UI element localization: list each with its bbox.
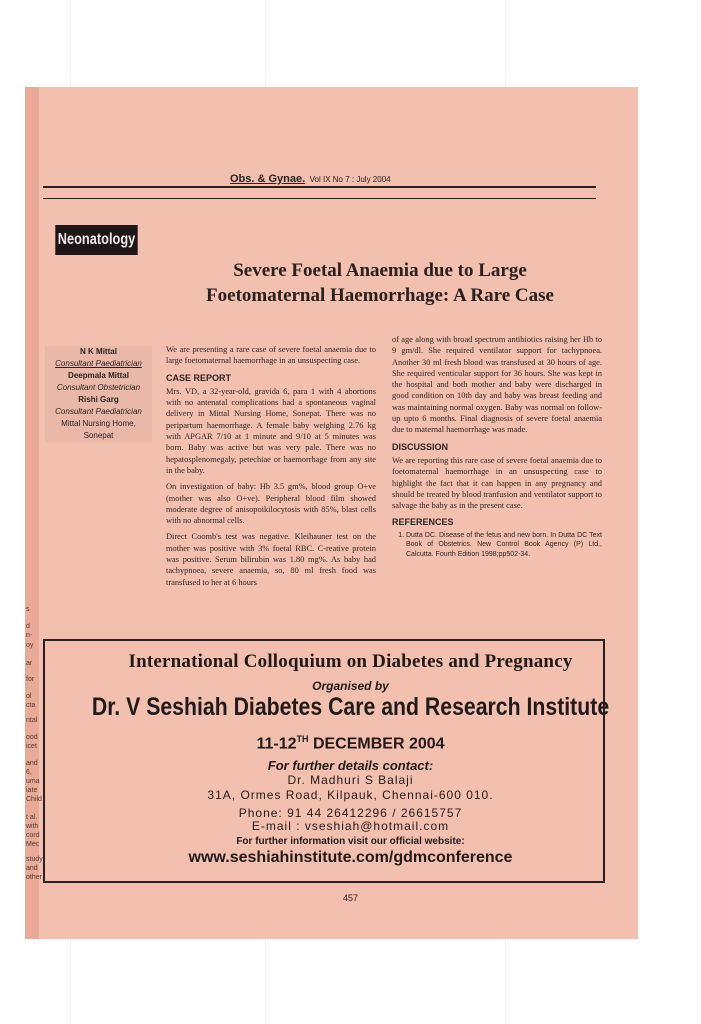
intro-paragraph: We are presenting a rare case of severe foetal anaemia due to large foetomaternal haemorrhage in an unsuspecting case. — [166, 345, 376, 366]
margin-fragment: ol — [26, 693, 32, 700]
continuation-paragraph: of age along with broad spectrum antibiotics raising her Hb to 9 gm/dl. She required ventilator support for tachypnoea. Another 30 ml fresh blood was transfused at 30 hours of age. She required venticular support for 36 hours. She was kept in the hospital and both mother and baby were discharged in good condition on 10th day and baby was breast feeding and was maintaining normal oxygen. Baby was normal on follow-up upto 6 months. Final diagnosis of severe foetal anaemia due to maternal haemorrhage was made. — [392, 335, 602, 435]
ad-address: 31A, Ormes Road, Kilpauk, Chennai-600 010. — [207, 788, 494, 802]
ad-title: International Colloquium on Diabetes and Pregnancy — [128, 651, 573, 672]
case-report-paragraph: Mrs. VD, a 32-year-old, gravida 6, para 1 with 4 abortions with no antenatal complications had a spontaneous vaginal delivery in Mittal Nursing Home, Sonepat. There was no peripartum haemorrhage. A female baby weighing 2.76 kg with APGAR 7/10 at 1 minute and 9/10 at 5 minutes was born. Baby was active but was very pale. There was no hepatosplenomegaly, petechiae or haemorrhage from any site in the baby. — [166, 386, 376, 475]
section-tag: Neonatology — [55, 225, 137, 255]
ad-institute: Dr. V Seshiah Diabetes Care and Research Institute — [91, 693, 610, 721]
article-title — [170, 258, 590, 308]
body-column-2 — [392, 334, 602, 559]
margin-fragment: ar — [26, 660, 33, 667]
ad-date: 11-12TH DECEMBER 2004 — [256, 734, 445, 753]
case-report-heading: CASE REPORT — [166, 372, 232, 383]
margin-fragment: n- — [26, 632, 33, 639]
reference-item: 1. Dutta DC. Disease of the fetus and new born. In Dutta DC Text Book of Obstetrics. New Control Book Agency (P) Ltd., Calcutta. Fourth Edition 1998;pp502-34. — [406, 531, 602, 560]
references-heading: REFERENCES — [392, 517, 454, 528]
margin-fragment: t al. — [26, 814, 38, 821]
header-rule — [43, 186, 596, 188]
margin-fragment: study — [26, 856, 43, 863]
margin-fragment: oy — [26, 642, 34, 649]
margin-fragment: iate — [26, 787, 38, 794]
margin-fragment: s — [26, 606, 30, 613]
author-name: Deepmala Mittal — [68, 371, 129, 380]
author-role: Consultant Obstetrician — [56, 383, 141, 392]
ad-organised-by: Organised by — [312, 679, 389, 693]
ad-contact-person: Dr. Madhuri S Balaji — [287, 773, 414, 787]
margin-fragment: ntal — [26, 717, 38, 724]
journal-header — [230, 173, 391, 185]
margin-fragment: other — [26, 874, 42, 881]
ad-visit-text: For further information visit our official website: — [236, 836, 465, 847]
reference-list — [392, 531, 602, 560]
margin-fragment: for — [26, 676, 35, 683]
margin-fragment: icet — [26, 743, 37, 750]
body-column-1 — [166, 344, 376, 593]
affiliation-city: Sonepat — [83, 431, 114, 440]
margin-fragment: Child — [26, 796, 42, 803]
margin-fragment: uma — [26, 778, 40, 785]
ad-contact-heading: For further details contact: — [267, 758, 434, 773]
ad-email: E-mail : vseshiah@hotmail.com — [251, 819, 450, 833]
margin-fragment: ood — [26, 734, 38, 741]
author-role: Consultant Paediatrician — [55, 359, 142, 368]
title-line-1: Severe Foetal Anaemia due to Large — [233, 260, 527, 281]
ad-phone: Phone: 91 44 26412296 / 26615757 — [238, 806, 463, 820]
margin-fragment: and — [26, 865, 38, 872]
margin-fragment: cta — [26, 702, 36, 709]
margin-fragment: with — [26, 823, 39, 830]
ad-website-link[interactable]: www.seshiahinstitute.com/gdmconference — [188, 849, 513, 866]
discussion-heading: DISCUSSION — [392, 441, 449, 452]
journal-issue: Vol IX No 7 : July 2004 — [309, 175, 391, 184]
margin-fragment: 6, — [26, 769, 32, 776]
page-number: 457 — [342, 893, 359, 903]
margin-fragment: and — [26, 760, 38, 767]
margin-fragment: cord — [26, 832, 40, 839]
affiliation: Mittal Nursing Home, — [61, 419, 136, 428]
author-block — [45, 346, 152, 442]
author-name: Rishi Garg — [78, 395, 119, 404]
author-name: N K Mittal — [80, 347, 117, 356]
title-line-2: Foetomaternal Haemorrhage: A Rare Case — [206, 285, 554, 306]
discussion-paragraph: We are reporting this rare case of severe foetal anaemia due to foetomaternal haemorrhage in an unsuspecting case to highlight the fact that it can happen in any pregnancy and should be treated by blood tranfusion and ventilator support to salvage the baby as in the present case. — [392, 455, 602, 511]
investigation-paragraph: On investigation of baby: Hb 3.5 gm%, blood group O+ve (mother was also O+ve). Peripheral blood film showed moderate degree of anisopoikilocytosis with 85%, blast cells with no abnormal cells. — [166, 482, 376, 526]
author-role: Consultant Paediatrician — [55, 407, 142, 416]
margin-fragment: Mec — [26, 841, 40, 848]
margin-fragment: d — [26, 623, 30, 630]
journal-name: Obs. & Gynae. — [230, 173, 306, 185]
header-rule-thin — [43, 198, 596, 199]
coombs-paragraph: Direct Coomb's test was negative. Kleihauner test on the mother was positive with 3% foetal RBC. C-reative protein was positive. Serum bilirubin was 1.80 mg%. As baby had tachypnoea, severe anaemia, so, 80 ml fresh food was transfused to her at 6 hours — [166, 532, 376, 587]
